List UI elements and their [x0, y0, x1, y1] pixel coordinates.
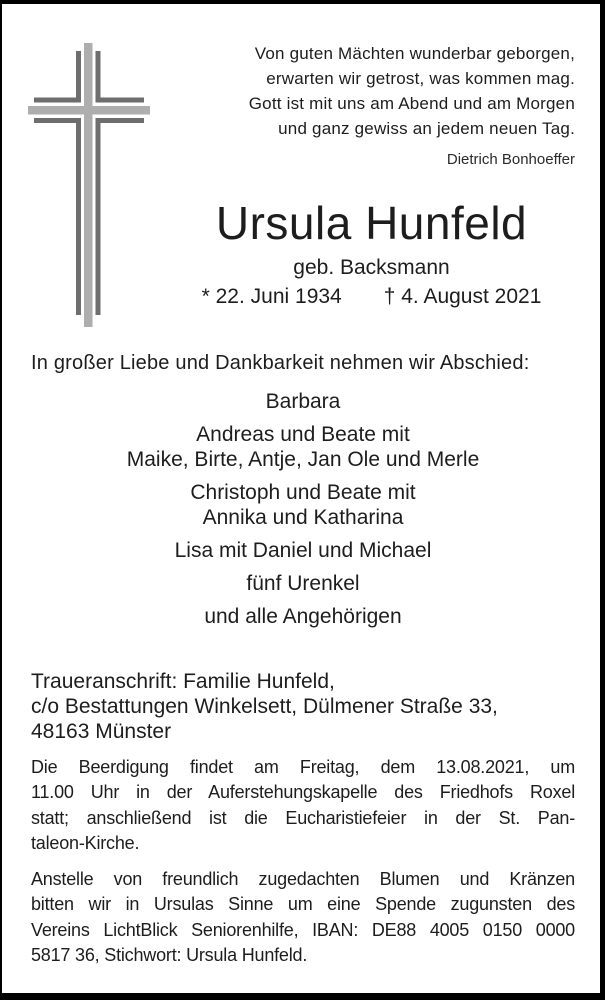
mourner-line: Christoph und Beate mit — [190, 481, 416, 504]
funeral-line: taleon-Kirche. — [31, 832, 140, 853]
mourner-group — [31, 571, 575, 596]
death-date: † 4. August 2021 — [383, 285, 542, 308]
address-line: 48163 Münster — [31, 720, 172, 743]
mourners-list — [31, 389, 575, 629]
funeral-line: 11.00 Uhr in der Auferstehungskapelle des Friedhofs Roxel — [31, 782, 575, 803]
funeral-paragraph — [31, 755, 575, 856]
address-line: Traueranschrift: Familie Hunfeld, — [31, 670, 335, 693]
maiden-name: geb. Backsmann — [293, 256, 450, 279]
donation-line: bitten wir in Ursulas Sinne um eine Spende zugunsten des — [31, 894, 575, 915]
mourner-line: Lisa mit Daniel und Michael — [174, 539, 432, 562]
mourner-line: Annika und Katharina — [202, 506, 404, 529]
mourner-group — [31, 389, 575, 414]
funeral-line: statt; anschließend ist die Eucharistiefeier in der St. Pan- — [31, 807, 575, 828]
mourner-group — [31, 538, 575, 563]
quote-line: erwarten wir getrost, was kommen mag. — [266, 69, 575, 88]
mourner-line: Barbara — [265, 390, 341, 413]
quote-line: und ganz gewiss an jedem neuen Tag. — [278, 119, 575, 138]
mourner-line: Andreas und Beate mit — [196, 423, 410, 446]
mourner-line: fünf Urenkel — [246, 572, 360, 595]
announcement-line: In großer Liebe und Dankbarkeit nehmen wir Abschied: — [31, 352, 530, 374]
quote-line: Gott ist mit uns am Abend und am Morgen — [248, 94, 575, 113]
life-dates — [168, 284, 575, 309]
quote-block — [181, 4, 575, 142]
quote-attribution: Dietrich Bonhoeffer — [446, 151, 575, 168]
deceased-block — [168, 198, 575, 309]
donation-line: 5817 36, Stichwort: Ursula Hunfeld. — [31, 945, 308, 966]
mourner-group — [31, 480, 575, 530]
donation-line: Vereins LichtBlick Seniorenhilfe, IBAN: DE88 4005 0150 0000 — [31, 919, 575, 940]
deceased-name: Ursula Hunfeld — [215, 197, 528, 249]
donation-line: Anstelle von freundlich zugedachten Blumen und Kränzen — [31, 869, 575, 890]
mourner-group — [31, 604, 575, 629]
christian-cross-graphic — [26, 43, 152, 327]
address-block — [31, 669, 575, 744]
funeral-line: Die Beerdigung findet am Freitag, dem 13.08.2021, um — [31, 757, 575, 777]
mourner-line: und alle Angehörigen — [204, 605, 402, 628]
quote-line: Von guten Mächten wunderbar geborgen, — [254, 44, 575, 63]
address-line: c/o Bestattungen Winkelsett, Dülmener Straße 33, — [31, 695, 498, 718]
birth-date: * 22. Juni 1934 — [201, 285, 342, 308]
christian-cross-icon — [26, 43, 152, 327]
mourner-line: Maike, Birte, Antje, Jan Ole und Merle — [126, 448, 480, 471]
donation-paragraph — [31, 867, 575, 968]
mourner-group — [31, 422, 575, 472]
